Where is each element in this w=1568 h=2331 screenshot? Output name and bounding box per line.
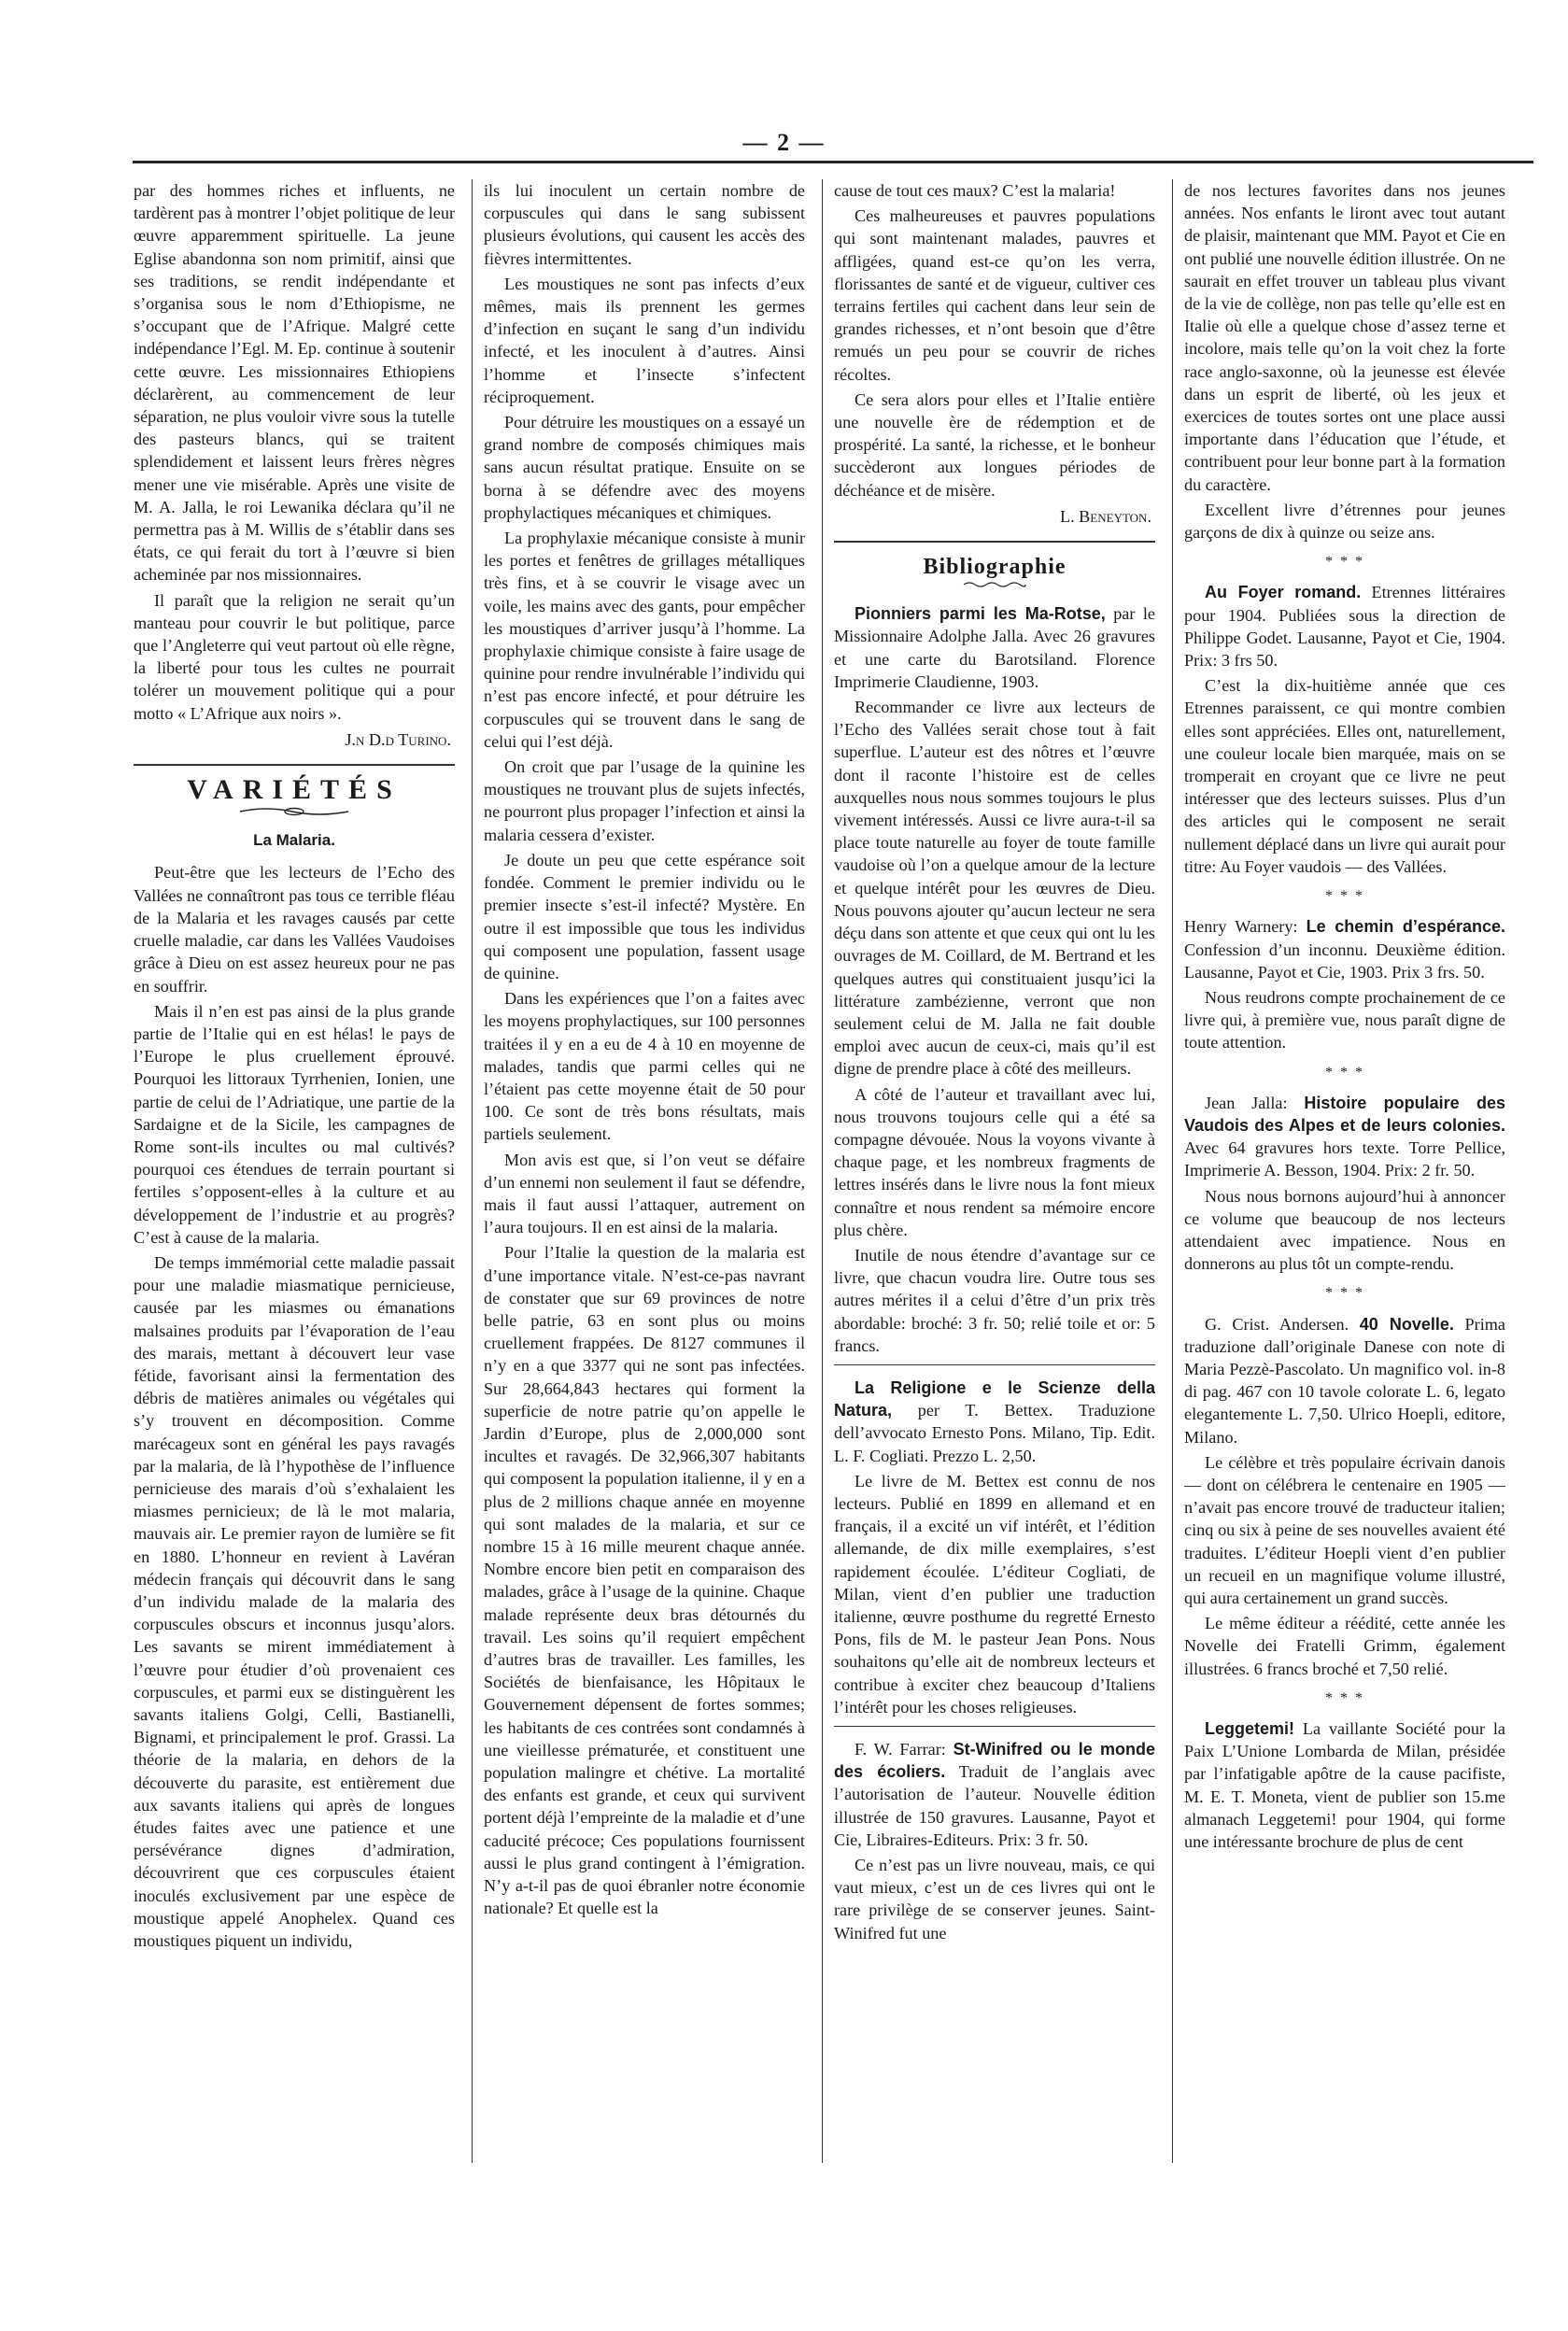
bibliography-entry bbox=[834, 1738, 1155, 1851]
paragraph: Nous reudrons compte prochainement de ce livre qui, à première vue, nous paraît digne de toute attention. bbox=[1184, 987, 1505, 1052]
paragraph: de nos lectures favorites dans nos jeunes années. Nos enfants le liront avec tout autant de plaisir, maintenant que MM. Payot et Cie en ont publié une nouvelle édition illustrée. On ne saurait en effet trouver un tableau plus vivant de la vie de collège, non pas telle qu’elle est en Italie où elle a quelque chose d’assez terne et incolore, mais telle qu’on la voit chez la forte race anglo-saxonne, où la jeunesse est élevée dans un esprit de liberté, où les jeux et exercices de toutes sortes ont une place aussi importante dans l’éducation que l’étude, et contribuent pour leur bonne part à la formation du caractère. bbox=[1184, 181, 1505, 494]
separator-stars: * * * bbox=[1325, 1064, 1364, 1081]
header-rule bbox=[133, 161, 1533, 163]
bibliography-entry bbox=[1184, 915, 1505, 983]
paragraph: Ces malheureuses et pauvres populations qui sont maintenant malades, pauvres et affligées, quand est-ce qu’on les verra, florissantes de santé et de vigueur, cultiver ces terrains fertiles qui cachent dans leur sein de grandes richesses, et n’ont besoin que d’être remués un peu pour se couvrir de riches récoltes. bbox=[834, 206, 1155, 384]
paragraph: Le livre de M. Bettex est connu de nos lecteurs. Publié en 1899 en allemand et en français, il a excité un vif intérêt, et l’édition allemande, de dix mille exemplaires, s’est rapidement écoulée. L’éditeur Cogliati, de Milan, vient d’en publier une traduction italienne, œuvre posthume du regretté Ernesto Pons, fils de M. le pasteur Jean Pons. Nous souhaitons qu’elle ait de nombreux lecteurs et contribue à exciter chez beaucoup d’Italiens l’intérêt pour les choses religieuses. bbox=[834, 1471, 1155, 1716]
entry-details: per T. Bettex. Traduzione dell’avvocato Ernesto Pons. Milano, Tip. Edit. L. F. Cogliati. Prezzo L. 2,50. bbox=[834, 1401, 1155, 1465]
entry-rule bbox=[834, 1364, 1155, 1365]
entry-details: Prima traduzione dall’originale Danese con note di Maria Pezzè-Pascolato. Un magnifico vol. in-8 di pag. 467 con 10 tavole colorate L. 6, legato elegantemente L. 7,50. Ulrico Hoepli, editore, Milano. bbox=[1184, 1314, 1505, 1447]
paragraph: cause de tout ces maux? C’est la malaria! bbox=[834, 181, 1116, 200]
entry-details: Confession d’un inconnu. Deuxième édition. Lausanne, Payot et Cie, 1903. Prix 3 frs. 50. bbox=[1184, 939, 1505, 982]
separator-stars: * * * bbox=[1325, 888, 1364, 905]
paragraph: On croit que par l’usage de la quinine les moustiques ne trouvant plus de sujets infectés, ne pourront plus propager l’infection et ainsi la malaria cessera d’exister. bbox=[484, 757, 805, 844]
entry-details: Avec 64 gravures hors texte. Torre Pellice, Imprimerie A. Besson, 1904. Prix: 2 fr. 50. bbox=[1184, 1138, 1505, 1180]
section-title-varietes: VARIÉTÉS bbox=[187, 774, 402, 806]
paragraph: Nous nous bornons aujourd’hui à annoncer ce volume que beaucoup de nos lecteurs attendaient avec impatience. Nous en donnerons au plus tôt un compte-rendu. bbox=[1184, 1186, 1505, 1274]
separator-stars: * * * bbox=[1325, 1689, 1364, 1706]
separator-stars: * * * bbox=[1325, 1285, 1364, 1302]
section-rule bbox=[134, 764, 455, 766]
column-divider bbox=[472, 179, 473, 2163]
paragraph: De temps immémorial cette maladie passait pour une maladie miasmatique pernicieuse, causée par les miasmes ou émanations malsaines produits par l’évaporation de l’eau des marais, mettant à découvert leur vase fétide, favorisant ainsi la fermentation des débris de matières animales ou végétales qui s’y trouvent en décomposition. Comme marécageux sont en général les pays ravagés par la malaria, de là l’hypothèse de l’influence pernicieuse des marais d’où s’exhalaient les miasmes pernicieux; de là le mot malaria, mauvais air. Le premier rayon de lumière se fit en 1880. L’honneur en revient à Lavéran médecin français qui découvrit dans le sang d’un individu malade de la malaria des corpuscules obscurs et inconnus jusqu’alors. Les savants se mirent immédiatement à l’œuvre pour étudier d’où provenaient ces corpuscules, et parmi eux se distinguèrent les savants italiens Golgi, Celli, Bastianelli, Bignami, et principalement le prof. Grassi. La théorie de la malaria, en dehors de la découverte du parasite, est entièrement due aux savants italiens qui après de longues études faites avec une patience et une persévérance dignes d’admiration, découvrirent que ces corpuscules étaient inoculés exclusivement par une espèce de moustique appelé Anophelex. Quand ces moustiques piquent un individu, bbox=[134, 1252, 455, 1951]
column-3 bbox=[834, 179, 1155, 2163]
column-1 bbox=[134, 179, 455, 2163]
entry-author: F. W. Farrar: bbox=[855, 1740, 954, 1759]
book-title: Leggetemi! bbox=[1205, 1719, 1295, 1738]
entry-details: Traduit de l’anglais avec l’autorisation de l’auteur. Nouvelle édition illustrée de 150 gravures. Lausanne, Payot et Cie, Libraires-Editeurs. Prix: 3 fr. 50. bbox=[834, 1762, 1155, 1849]
paragraph: ils lui inoculent un certain nombre de corpuscules qui dans le sang subissent plusieurs évolutions, qui causent les accès des fièvres intermittentes. bbox=[484, 181, 805, 268]
bibliography-entry bbox=[1184, 1313, 1505, 1448]
article-subtitle: La Malaria. bbox=[253, 831, 335, 850]
paragraph: Le célèbre et très populaire écrivain danois — dont on célébrera le centenaire en 1905 — n’avait pas encore trouvé de traducteur italien; cinq ou six à peine de ses nouvelles avaient été traduites. L’éditeur Hoepli vient d’en publier un recueil en un magnifique volume illustré, qui aura certainement un grand succès. bbox=[1184, 1452, 1505, 1607]
paragraph: Je doute un peu que cette espérance soit fondée. Comment le premier individu ou le premier insecte s’est-il infecté? Mystère. En outre il est impossible que tous les individus qui composent une population, fassent usage de quinine. bbox=[484, 850, 805, 982]
paragraph: Inutile de nous étendre d’avantage sur ce livre, que chacun voudra lire. Outre tous ses autres mérites il a celui d’être d’un prix très abordable: broché: 3 fr. 50; relié toile et or: 5 francs. bbox=[834, 1245, 1155, 1355]
bibliography-entry bbox=[1184, 1092, 1505, 1182]
ornament-flourish bbox=[238, 805, 350, 818]
ornament-wave bbox=[962, 580, 1027, 589]
book-title: Au Foyer romand. bbox=[1205, 583, 1362, 602]
book-title: St-Winifred ou le monde des écoliers. bbox=[834, 1740, 1155, 1782]
column-divider bbox=[822, 179, 823, 2163]
entry-details: La vaillante Société pour la Paix L’Unione Lombarda de Milan, présidée par l’infatigable apôtre de la cause pacifiste, M. E. T. Moneta, vient de publier son 15.me almanach Leggetemi! pour 1904, qui forme une intéressante brochure de plus de cent bbox=[1184, 1719, 1505, 1852]
paragraph: Mon avis est que, si l’on veut se défaire d’un ennemi non seulement il faut se défendre, mais il faut aussi l’attaquer, autrement on l’aura toujours. Il en est ainsi de la malaria. bbox=[484, 1150, 805, 1237]
paragraph: C’est la dix-huitième année que ces Etrennes paraissent, ce qui montre combien elles sont appréciées. Elles ont, naturellement, une couleur locale bien marquée, mais on se tromperait en croyant que ce livre ne peut intéresser que des lecteurs suisses. Plus d’un des articles qui le composent ne serait nullement déplacé dans un livre qui aurait pour titre: Au Foyer vaudois — des Vallées. bbox=[1184, 676, 1505, 876]
paragraph: Pour l’Italie la question de la malaria est d’une importance vitale. N’est-ce-pas navrant de constater que sur 69 provinces de notre belle patrie, 63 en sont plus ou moins cruellement frappées. De 8127 communes il n’y en a que 3377 qui ne sont pas infectées. Sur 28,664,843 hectares qui forment la superficie de notre patrie qu’on appelle le Jardin d’Europe, plus de 2,000,000 sont incultes et ravagés. De 32,966,307 habitants qui composent la population italienne, il y en a plus de 2 millions chaque année en moyenne qui sont malades de la malaria, et sur ce nombre 15 à 16 mille meurent chaque année. Nombre encore bien petit en comparaison des malades, grâce à l’usage de la quinine. Chaque malade représente deux bras détournés du travail. Les soins qu’il requiert empêchent d’autres bras de travailler. Les familles, les Sociétés de bienfaisance, les Hôpitaux le Gouvernement dépensent de fortes sommes; les habitants de ces contrées sont condamnés à une vieillesse prématurée, et constituent une population malingre et chétive. La mortalité des enfants est grande, et ceux qui survivent portent déjà l’empreinte de la maladie et d’une caducité précoce; Ces populations fournissent aussi le plus grand contingent à l’émigration. N’y a-t-il pas de quoi ébranler notre économie nationale? Et quelle est la bbox=[484, 1243, 805, 1918]
book-title: La Religione e le Scienze della Natura, bbox=[834, 1377, 1155, 1420]
bibliography-entry bbox=[1184, 581, 1505, 671]
section-title-bibliographie: Bibliographie bbox=[923, 555, 1067, 580]
book-title: 40 Novelle. bbox=[1359, 1314, 1454, 1334]
paragraph: Il paraît que la religion ne serait qu’un manteau pour couvrir le but politique, parce que l’Angleterre qui veut partout où elle règne, la liberté pour tous les cultes ne pourrait tolérer un mouvement politique qui a pour motto « L’Afrique aux noirs ». bbox=[134, 590, 455, 723]
column-divider bbox=[1172, 179, 1173, 2163]
bibliography-entry bbox=[834, 602, 1155, 693]
bibliography-entry bbox=[1184, 1717, 1505, 1853]
paragraph: Le même éditeur a réédité, cette année les Novelle dei Fratelli Grimm, également illustrées. 6 francs broché et 7,50 relié. bbox=[1184, 1614, 1505, 1678]
book-title: Le chemin d’espérance. bbox=[1306, 917, 1505, 937]
bibliography-entry bbox=[834, 1377, 1155, 1467]
paragraph: A côté de l’auteur et travaillant avec lui, nous trouvons toujours celle qui a été sa compagne dévouée. Nous la voyons vivante à chaque page, et les nombreux fragments de lettres insérés dans le livre nous la font mieux connaître et nous rendent sa mémoire encore plus chère. bbox=[834, 1084, 1155, 1239]
paragraph: Les moustiques ne sont pas infects d’eux mêmes, mais ils prennent les germes d’infection en suçant le sang d’un individu infecté, et les inoculent à d’autres. Ainsi l’homme et l’insecte s’infectent réciproquement. bbox=[484, 274, 805, 406]
entry-rule bbox=[834, 1726, 1155, 1727]
entry-author: Jean Jalla: bbox=[1205, 1093, 1305, 1112]
paragraph: Dans les expériences que l’on a faites avec les moyens prophylactiques, sur 100 personnes traitées il y en a eu de 4 à 10 en moyenne de malades, tandis que parmi celles qui ne l’étaient pas cette moyenne était de 50 pour 100. Ce sont de très bons résultats, mais partiels seulement. bbox=[484, 989, 805, 1144]
section-rule bbox=[834, 541, 1155, 543]
book-title: Histoire populaire des Vaudois des Alpes et de leurs colonies. bbox=[1184, 1093, 1505, 1135]
article-signature: L. Beneyton. bbox=[1059, 506, 1151, 526]
paragraph: Ce sera alors pour elles et l’Italie entière une nouvelle ère de rédemption et de prospérité. La santé, la richesse, et le bonheur succèderont aux longues périodes de déchéance et de misère. bbox=[834, 389, 1155, 500]
paragraph: Mais il n’en est pas ainsi de la plus grande partie de l’Italie qui en est hélas! le pays de l’Europe le plus cruellement éprouvé. Pourquoi les littoraux Tyrrhenien, Ionien, une partie de celui de l’Adriatique, une partie de la Sardaigne et de la Sicile, les campagnes de Rome sont-ils incultes ou mal cultivés? pourquoi ces étendues de terrain pourtant si fertiles s’opposent-elles à la culture et au développement de l’industrie et au progrès? C’est à cause de la malaria. bbox=[134, 1001, 455, 1247]
entry-details: Etrennes littéraires pour 1904. Publiées sous la direction de Philippe Godet. Lausanne, Payot et Cie, 1904. Prix: 3 frs 50. bbox=[1184, 583, 1505, 671]
entry-details: par le Missionnaire Adolphe Jalla. Avec 26 gravures et une carte du Barotsiland. Florence Imprimerie Claudienne, 1903. bbox=[834, 604, 1155, 691]
paragraph: par des hommes riches et influents, ne tardèrent pas à montrer l’objet politique de leur œuvre apparemment spirituelle. La jeune Eglise abandonna son nom primitif, ainsi que ses traditions, se rendit indépendante et s’organisa sous le nom d’Ethiopisme, ne s’occupant que de l’Afrique. Malgré cette indépendance l’Egl. M. Ep. continue à soutenir cette œuvre. Les missionnaires Ethiopiens déclarèrent, au commencement de leur séparation, ne plus vouloir vivre sous la tutelle des pasteurs blancs, qui se traitent splendidement et laissent leurs frères nègres mener une vie misérable. Après une visite de M. A. Jalla, le roi Lewanika déclara qu’il ne permettra pas à M. Willis de s’établir dans ses états, ce qui ferait du tort à l’œuvre si bien acheminée par nos missionnaires. bbox=[134, 181, 455, 585]
column-4 bbox=[1184, 179, 1505, 2163]
article-signature: J.n D.d Turino. bbox=[345, 729, 451, 749]
paragraph: Excellent livre d’étrennes pour jeunes garçons de dix à quinze ou seize ans. bbox=[1184, 500, 1505, 543]
entry-author: Henry Warnery: bbox=[1184, 917, 1307, 937]
column-2 bbox=[484, 179, 805, 2163]
separator-stars: * * * bbox=[1325, 554, 1364, 571]
page-number: — 2 — bbox=[742, 129, 826, 156]
paragraph: Ce n’est pas un livre nouveau, mais, ce qui vaut mieux, c’est un de ces livres qui ont le rare privilège de se conserver jeunes. Saint-Winifred fut une bbox=[834, 1856, 1155, 1942]
entry-author: G. Crist. Andersen. bbox=[1205, 1314, 1360, 1334]
paragraph: Peut-être que les lecteurs de l’Echo des Vallées ne connaîtront pas tous ce terrible fléau de la Malaria et les ravages causés par cette cruelle maladie, car dans les Vallées Vaudoises grâce à Dieu on est assez heureux pour ne pas en souffrir. bbox=[134, 863, 455, 996]
paragraph: Pour détruire les moustiques on a essayé un grand nombre de composés chimiques mais sans aucun résultat pratique. Ensuite on se borna à se défendre avec des moyens prophylactiques mécaniques et chimiques. bbox=[484, 413, 805, 522]
paragraph: La prophylaxie mécanique consiste à munir les portes et fenêtres de grillages métalliques très fins, et à se couvrir le visage avec un voile, les mains avec des gants, pour empêcher les moustiques d’arriver jusqu’à l’homme. La prophylaxie chimique consiste à faire usage de quinine pour rendre invulnérable l’individu qui n’est pas encore infecté, et pour détruire les corpuscules qui se trouvent dans le sang de celui qui l’est déjà. bbox=[484, 529, 805, 751]
paragraph: Recommander ce livre aux lecteurs de l’Echo des Vallées serait chose tout à fait superflue. L’auteur est des nôtres et l’œuvre dont il raconte l’histoire est de celles auxquelles nous nous sommes toujours le plus vivement intéressés. Aussi ce livre aura-t-il sa place toute naturelle au foyer de toute famille vaudoise où l’on a quelque amour de la lecture et quelque intérêt pour les œuvres de Dieu. Nous pouvons ajouter qu’aucun lecteur ne sera déçu dans son attente et que ceux qui ont lu les ouvrages de M. Coillard, de M. Bertrand et les quelques autres qui constituaient jusqu’ici la littérature zambézienne, verront que non seulement celui de M. Jalla ne fait double emploi avec aucun de ceux-ci, mais qu’il est digne de prendre place à côté des meilleurs. bbox=[834, 698, 1155, 1079]
book-title: Pionniers parmi les Ma-Rotse, bbox=[855, 604, 1106, 624]
